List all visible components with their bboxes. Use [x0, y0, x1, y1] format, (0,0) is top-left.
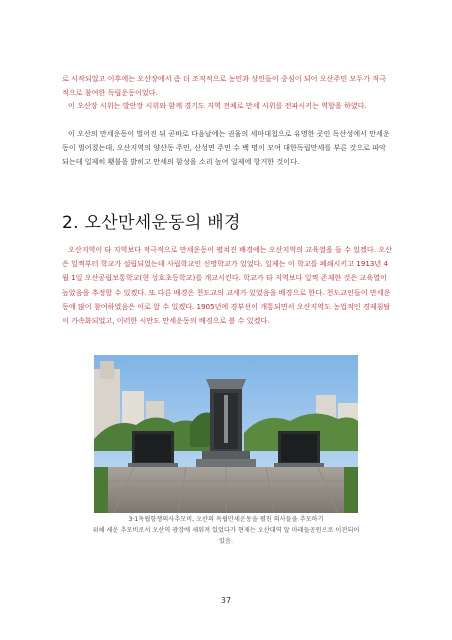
page-number: 37: [220, 596, 232, 605]
section-heading: 2. 오산만세운동의 배경: [62, 213, 241, 233]
paragraph-doksanseong: 이 오산의 만세운동이 벌어진 뒤 곧바로 다음날에는 권율의 세마대첩으로 유명한 곳인 독산성에서 만세운동이 벌어졌는데, 오산지역의 양산동 주민, 산성면 주민 수 백 명이 모여 대한독립만세를 부른 것으로 파악되는데 일제히 횃불을 밝히고 만세의 함성을 소리 높여 일제에 항거한 것이다.: [62, 129, 390, 167]
caption-line: 3·1독립항쟁의사추모비, 오산의 독립만세운동을 펼친 의사들을 추모하기: [128, 516, 324, 523]
caption-line: 위해 세운 추모비로서 오산역 광장에 세워져 있었다가 현재는 오산대역 앞 마래들공원으로 이전되어: [92, 527, 360, 534]
paragraph-osan-market: 이 오산장 시위는 발안장 시위와 함께 경기도 지역 전체로 만세 시위를 전파시키는 역할을 하였다.: [68, 101, 367, 110]
paragraph-intro: 로 시작되었고 이후에는 오산장에서 좀 더 조직적으로 농민과 상인들이 중심이 되어 오산주민 모두가 적극적으로 참여한 독립운동이었다.: [62, 74, 386, 98]
caption-line: 있음.: [219, 538, 233, 545]
photo-caption: [70, 514, 382, 547]
memorial-photo: [94, 355, 358, 513]
paragraph-background: 오산지역이 타 지역보다 적극적으로 만세운동이 펼쳐진 배경에는 오산지역의 교육열을 들 수 있겠다. 오산은 일찍부터 학교가 설립되었는데 사립학교인 신명학교가 있었다. 일제는 이 학교를 폐쇄시키고 1913년 4월 1일 오산공립보통학교(현 성호초등학교)를 개교시킨다. 학교가 타 지역보다 일찍 존재한 것은 교육열이 높았음을 추정할 수 있겠다. 또 다른 배경은 천도교의 교세가 있었음을 배경으로 한다. 천도교인들이 만세운동에 많이 참여하였음은 이로 알 수 있겠다. 1905년에 경부선이 개통되면서 오산지역도 농업적인 경제침탈이 가속화되었고, 이러한 시안도 만세운동의 배경으로 볼 수 있겠다.: [62, 245, 392, 326]
